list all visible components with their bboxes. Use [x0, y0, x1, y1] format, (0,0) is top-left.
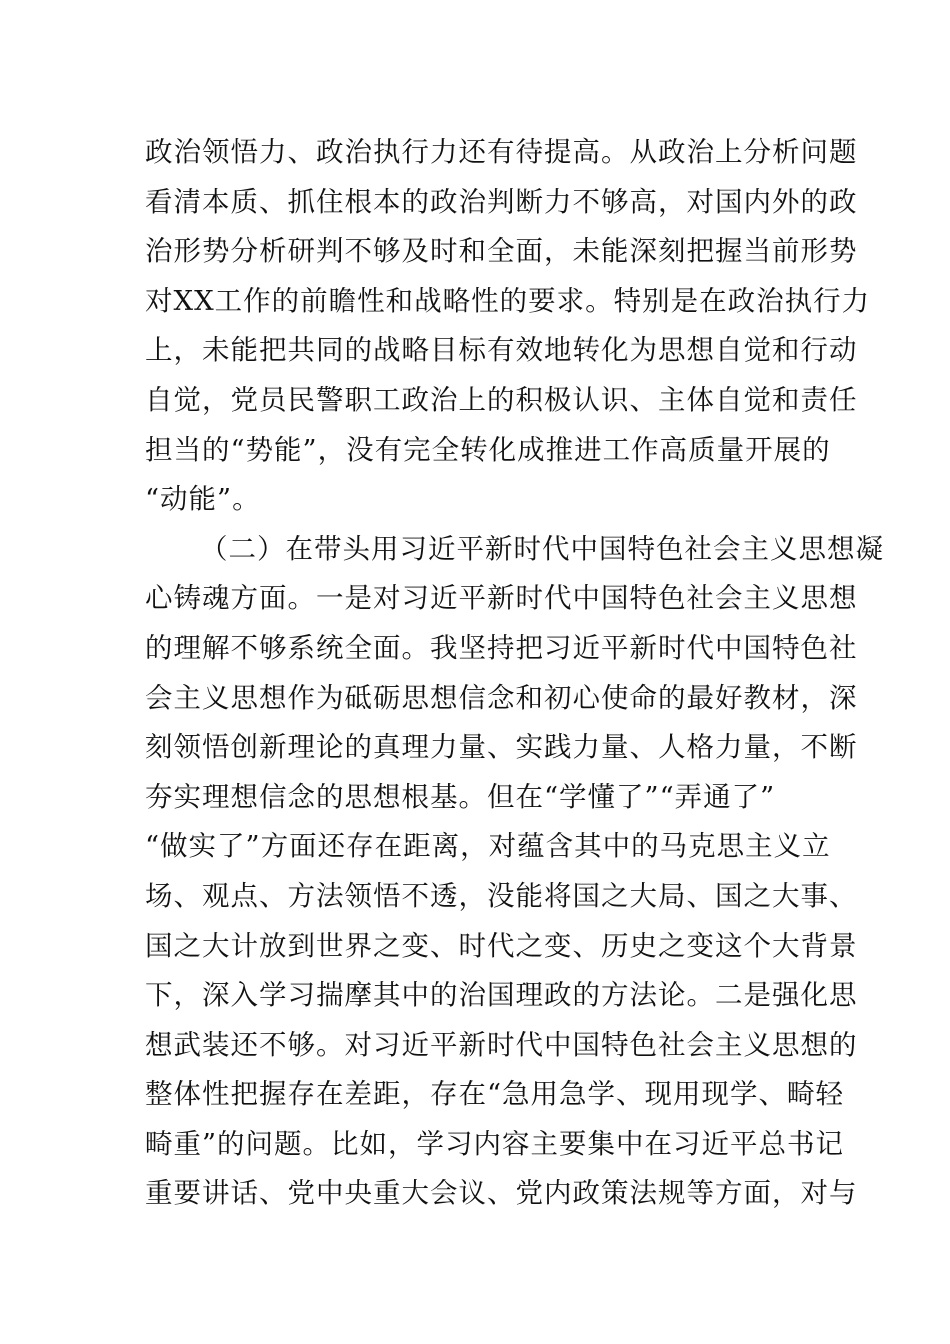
- text-line: 整体性把握存在差距，存在“急用急学、现用现学、畸轻: [145, 1078, 845, 1111]
- text-line: 政治领悟力、政治执行力还有待提高。从政治上分析问题: [145, 136, 858, 168]
- text-line: 国之大计放到世界之变、时代之变、历史之变这个大背景: [145, 929, 858, 962]
- text-line: 刻领悟创新理论的真理力量、实践力量、人格力量，不断: [145, 731, 858, 764]
- section-heading-line: （二）在带头用习近平新时代中国特色社会主义思想凝: [200, 532, 884, 565]
- text-line: 畸重”的问题。比如，学习内容主要集中在习近平总书记: [145, 1127, 845, 1160]
- text-line: 下，深入学习揣摩其中的治国理政的方法论。二是强化思: [145, 979, 858, 1012]
- text-line: 会主义思想作为砥砺思想信念和初心使命的最好教材，深: [145, 681, 858, 714]
- text-line: 的理解不够系统全面。我坚持把习近平新时代中国特色社: [145, 631, 858, 664]
- text-line: “动能”。: [145, 483, 261, 516]
- text-line: “做实了”方面还存在距离，对蕴含其中的马克思主义立: [145, 830, 831, 863]
- text-line: 场、观点、方法领悟不透，没能将国之大局、国之大事、: [145, 879, 858, 912]
- text-line: 重要讲话、党中央重大会议、党内政策法规等方面，对与: [145, 1177, 858, 1210]
- text-line: 治形势分析研判不够及时和全面，未能深刻把握当前形势: [145, 235, 858, 268]
- text-line: 担当的“势能”，没有完全转化成推进工作高质量开展的: [145, 433, 831, 466]
- text-line: 上，未能把共同的战略目标有效地转化为思想自觉和行动: [145, 334, 858, 367]
- body-text: [145, 128, 884, 1219]
- text-line: 心铸魂方面。一是对习近平新时代中国特色社会主义思想: [145, 582, 858, 615]
- text-line: 看清本质、抓住根本的政治判断力不够高，对国内外的政: [145, 185, 858, 218]
- text-line: 对XX工作的前瞻性和战略性的要求。特别是在政治执行力: [145, 284, 871, 317]
- text-line: 想武装还不够。对习近平新时代中国特色社会主义思想的: [145, 1028, 858, 1061]
- text-line: 自觉，党员民警职工政治上的积极认识、主体自觉和责任: [145, 383, 858, 416]
- text-line: 夯实理想信念的思想根基。但在“学懂了”“弄通了”: [145, 780, 776, 813]
